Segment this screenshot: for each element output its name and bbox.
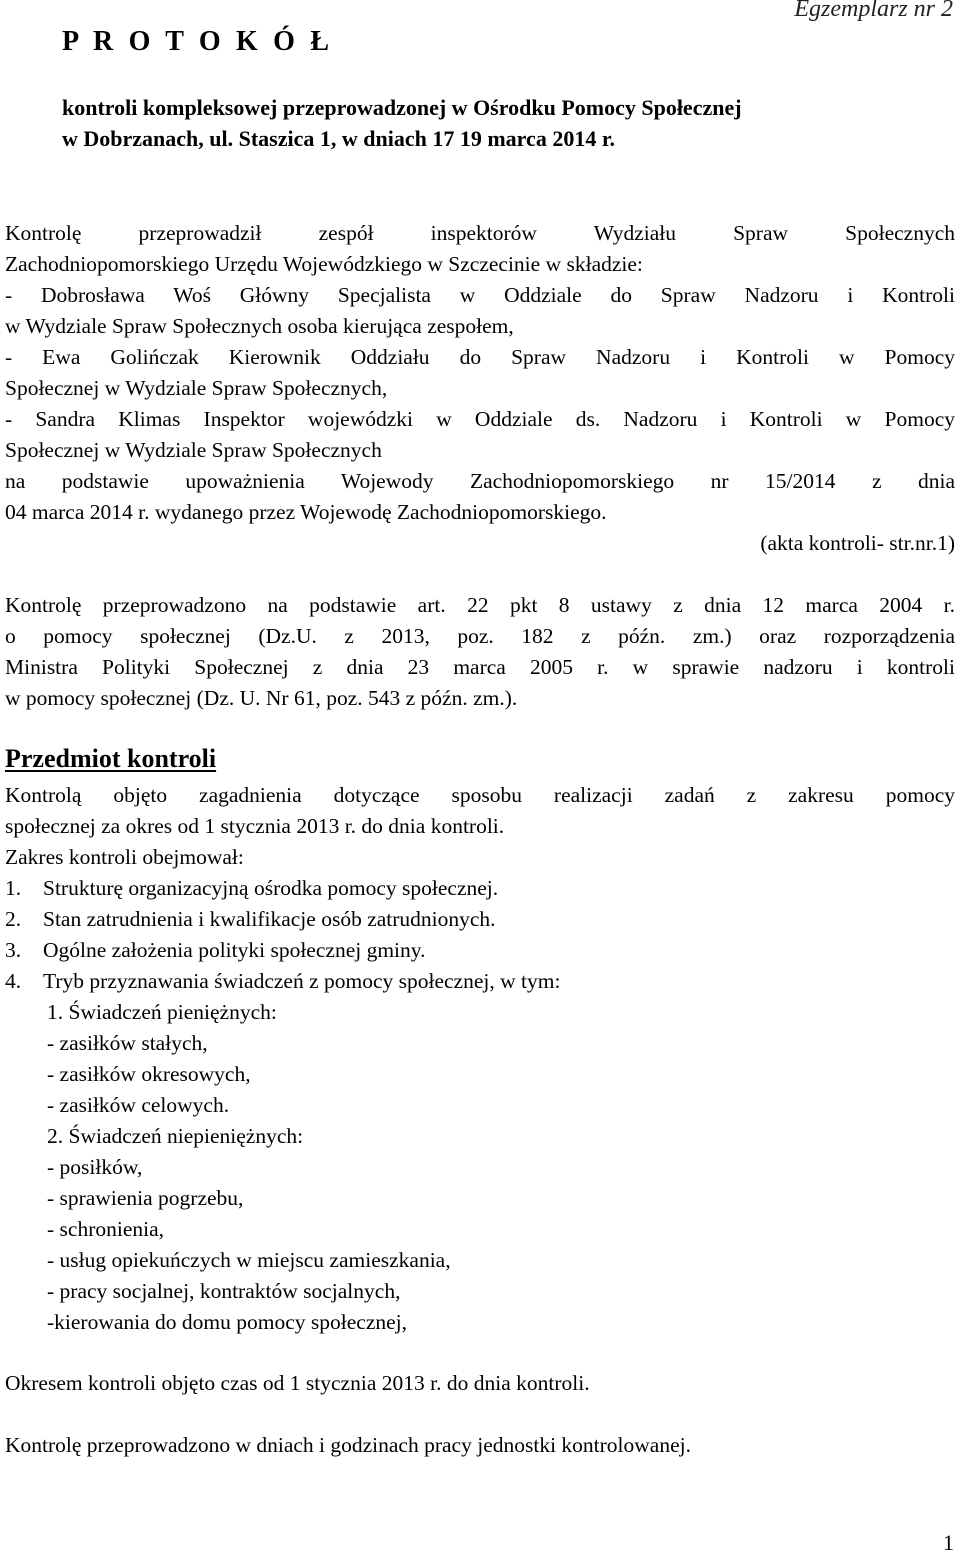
list-item-text: Tryb przyznawania świadczeń z pomocy społecznej, w tym: <box>43 969 561 993</box>
basis-line-2: o pomocy społecznej (Dz.U. z 2013, poz. 182 z późn. zm.) oraz rozporządzenia <box>5 624 955 648</box>
list-item-number: 3. <box>5 938 22 962</box>
team-line-5: - Ewa Golińczak Kierownik Oddziału do Spraw Nadzoru i Kontroli w Pomocy <box>5 345 955 369</box>
basis-line-3: Ministra Polityki Społecznej z dnia 23 marca 2005 r. w sprawie nadzoru i kontroli <box>5 655 955 679</box>
sub-list-item: - sprawienia pogrzebu, <box>47 1186 244 1210</box>
sub-list-heading-1: 1. Świadczeń pieniężnych: <box>47 1000 277 1024</box>
basis-line-4: w pomocy społecznej (Dz. U. Nr 61, poz. 543 z późn. zm.). <box>5 686 518 710</box>
sub-list-item: - posiłków, <box>47 1155 143 1179</box>
list-item-text: Stan zatrudnienia i kwalifikacje osób zatrudnionych. <box>43 907 496 931</box>
list-item-number: 4. <box>5 969 22 993</box>
team-line-1: Kontrolę przeprowadził zespół inspektorów Wydziału Spraw Społecznych <box>5 221 955 245</box>
copy-number: Egzemplarz nr 2 <box>794 0 953 22</box>
sub-list-item: - usług opiekuńczych w miejscu zamieszkania, <box>47 1248 451 1272</box>
subtitle-line-2: w Dobrzanach, ul. Staszica 1, w dniach 17 19 marca 2014 r. <box>62 126 616 151</box>
team-line-2: Zachodniopomorskiego Urzędu Wojewódzkiego w Szczecinie w składzie: <box>5 252 643 276</box>
team-line-10: 04 marca 2014 r. wydanego przez Wojewodę Zachodniopomorskiego. <box>5 500 607 524</box>
list-item-text: Ogólne założenia polityki społecznej gminy. <box>43 938 426 962</box>
team-line-7: - Sandra Klimas Inspektor wojewódzki w Oddziale ds. Nadzoru i Kontroli w Pomocy <box>5 407 955 431</box>
sub-list-item: - zasiłków stałych, <box>47 1031 208 1055</box>
list-item-text: Strukturę organizacyjną ośrodka pomocy społecznej. <box>43 876 499 900</box>
team-line-8: Społecznej w Wydziale Spraw Społecznych <box>5 438 382 462</box>
sub-list-item: -kierowania do domu pomocy społecznej, <box>47 1310 408 1334</box>
team-line-9: na podstawie upoważnienia Wojewody Zachodniopomorskiego nr 15/2014 z dnia <box>5 469 955 493</box>
sub-list-item: - zasiłków okresowych, <box>47 1062 251 1086</box>
sub-list-item: - schronienia, <box>47 1217 165 1241</box>
scope-intro: Zakres kontroli obejmował: <box>5 845 244 869</box>
page-number: 1 <box>943 1530 954 1555</box>
list-item-number: 2. <box>5 907 22 931</box>
control-period: Okresem kontroli objęto czas od 1 stycznia 2013 r. do dnia kontroli. <box>5 1371 590 1395</box>
basis-line-1: Kontrolę przeprowadzono na podstawie art. 22 pkt 8 ustawy z dnia 12 marca 2004 r. <box>5 593 955 617</box>
sub-list-item: - pracy socjalnej, kontraktów socjalnych, <box>47 1279 401 1303</box>
sub-list-item: - zasiłków celowych. <box>47 1093 230 1117</box>
document-title: P R O T O K Ó Ł <box>62 26 334 57</box>
section-heading: Przedmiot kontroli <box>5 744 217 773</box>
team-line-4: w Wydziale Spraw Społecznych osoba kierująca zespołem, <box>5 314 514 338</box>
list-item-number: 1. <box>5 876 22 900</box>
subject-line-2: społecznej za okres od 1 stycznia 2013 r. do dnia kontroli. <box>5 814 505 838</box>
sub-list-heading-2: 2. Świadczeń niepieniężnych: <box>47 1124 304 1148</box>
team-line-6: Społecznej w Wydziale Spraw Społecznych, <box>5 376 388 400</box>
subject-line-1: Kontrolą objęto zagadnienia dotyczące sposobu realizacji zadań z zakresu pomocy <box>5 783 955 807</box>
team-line-3: - Dobrosława Woś Główny Specjalista w Oddziale do Spraw Nadzoru i Kontroli <box>5 283 955 307</box>
subtitle-line-1: kontroli kompleksowej przeprowadzonej w Ośrodku Pomocy Społecznej <box>62 95 742 120</box>
control-hours: Kontrolę przeprowadzono w dniach i godzinach pracy jednostki kontrolowanej. <box>5 1433 691 1457</box>
akta-reference: (akta kontroli- str.nr.1) <box>760 531 955 555</box>
